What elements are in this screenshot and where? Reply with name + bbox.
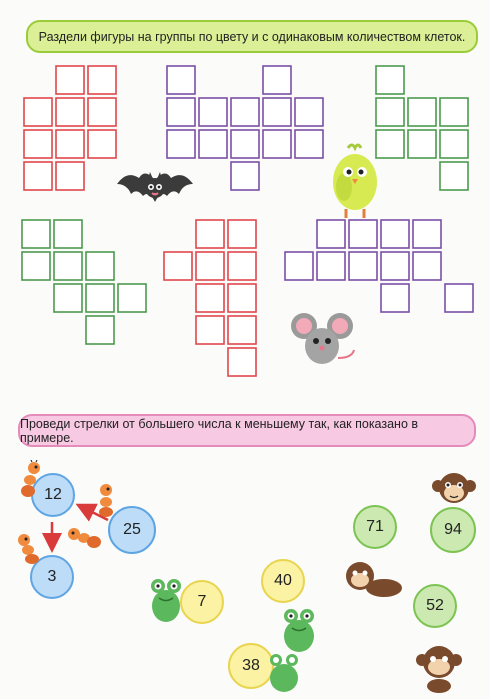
grid-cell [440,162,468,190]
monkey-icon [432,470,476,514]
task2-instruction: Проведи стрелки от большего числа к меньшему так, как показано в примере. [20,416,419,445]
grid-cell [86,316,114,344]
grid-cell [24,98,52,126]
figure-green-1 [376,66,468,190]
grid-cell [118,284,146,312]
grid-cell [56,130,84,158]
number-circle-38[interactable]: 38 [228,643,274,689]
frog-icon [146,576,186,626]
grid-cell [24,162,52,190]
grid-cell [381,220,409,248]
grid-cell [231,162,259,190]
grid-cell [295,130,323,158]
grid-cell [56,66,84,94]
grid-cell [196,220,224,248]
monkey-icon [414,642,464,694]
number-circle-25[interactable]: 25 [108,506,156,554]
grid-cell [381,252,409,280]
grid-cell [228,220,256,248]
grid-cell [196,316,224,344]
grid-cell [317,220,345,248]
grid-cell [56,162,84,190]
grid-cell [196,252,224,280]
grid-cell [88,66,116,94]
number-circle-71[interactable]: 71 [353,505,397,549]
figure-green-2 [22,220,146,344]
figure-red-2 [164,220,256,376]
grid-cell [54,252,82,280]
grid-cell [263,66,291,94]
ant-icon [92,482,120,518]
grid-cell [199,130,227,158]
grid-cell [22,252,50,280]
figure-purple-2 [285,220,473,312]
grid-cell [440,130,468,158]
task1-instruction: Раздели фигуры на группы по цвету и с одинаковым количеством клеток. [38,29,466,44]
grid-cell [413,252,441,280]
number-circle-94[interactable]: 94 [430,507,476,553]
grid-cell [295,98,323,126]
grid-cell [376,98,404,126]
ant-icon [14,532,42,564]
grid-cell [263,98,291,126]
grid-cell [231,98,259,126]
grid-cell [167,130,195,158]
grid-cell [228,284,256,312]
grid-cell [381,284,409,312]
grid-cell [440,98,468,126]
grid-cell [167,98,195,126]
number-circle-7[interactable]: 7 [180,580,224,624]
task2-instruction-banner [18,414,476,447]
grid-cell [413,220,441,248]
grid-cell [88,98,116,126]
monkey-icon [342,558,406,604]
grid-cell [263,130,291,158]
number-circle-40[interactable]: 40 [261,559,305,603]
grid-cell [228,316,256,344]
grid-cell [445,284,473,312]
grid-cell [167,66,195,94]
ant-icon [18,460,46,498]
grid-cell [22,220,50,248]
grid-cell [349,220,377,248]
grid-cell [285,252,313,280]
grid-cell [56,98,84,126]
number-circle-12[interactable]: 12 [31,473,75,517]
ant-icon [66,524,102,552]
bat-icon [115,162,195,222]
frog-icon [264,650,304,694]
grid-cell [54,220,82,248]
grid-cell [24,130,52,158]
grid-cell [164,252,192,280]
chick-icon [328,142,382,222]
grid-cell [228,252,256,280]
grid-cell [88,130,116,158]
number-circle-3[interactable]: 3 [30,555,74,599]
grid-cell [86,252,114,280]
figure-red-1 [24,66,116,190]
grid-cell [408,130,436,158]
mouse-icon [290,310,360,370]
grid-cell [349,252,377,280]
grid-cell [196,284,224,312]
grid-cell [228,348,256,376]
grid-cell [376,66,404,94]
grid-cell [231,130,259,158]
grid-cell [199,98,227,126]
grid-cell [86,284,114,312]
number-circle-52[interactable]: 52 [413,584,457,628]
grid-cell [317,252,345,280]
grid-cell [54,284,82,312]
grid-cell [408,98,436,126]
